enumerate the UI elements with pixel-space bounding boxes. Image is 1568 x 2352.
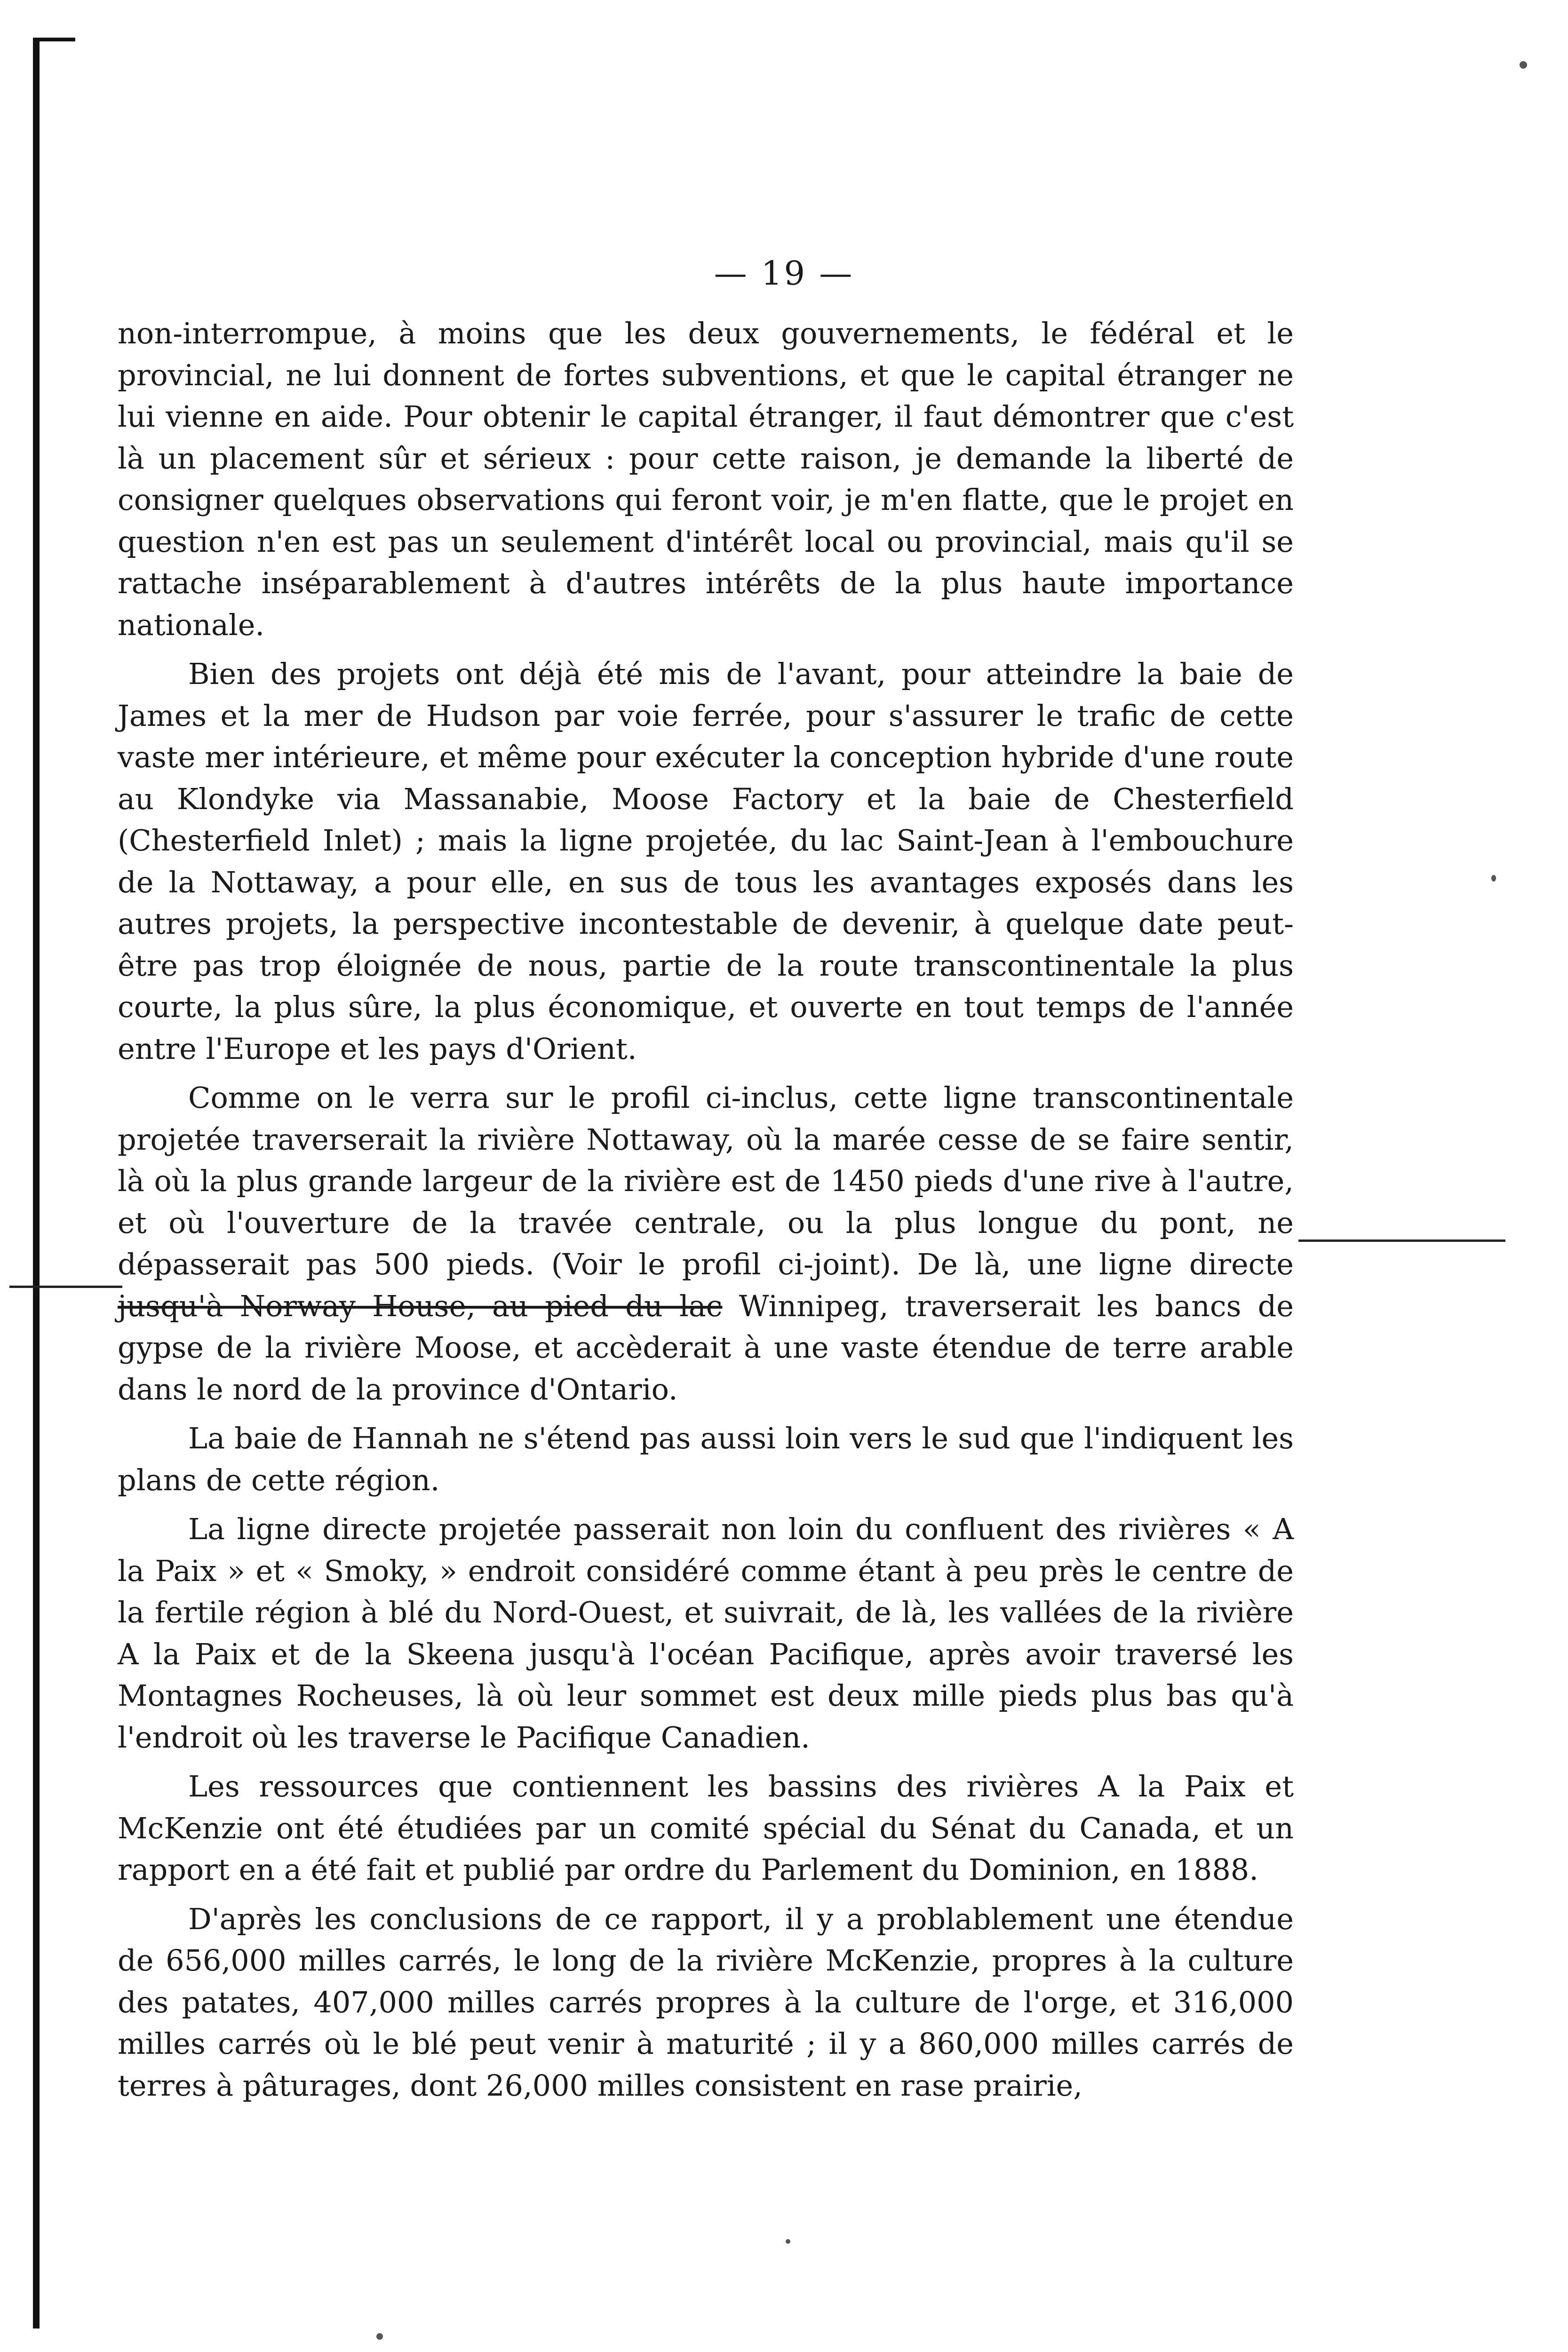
paragraph-3-before: Comme on le verra sur le profil ci-inclus, cette ligne transcontinentale projetée traverserait la rivière Nottaway, où la marée cesse de se faire sentir, là où la plus grande largeur de la rivière est de 1450 pieds d'une rive à l'autre, et où l'ouverture de la travée centrale, ou la plus longue du pont, ne dépasserait pas 500 pieds. (Voir le profil ci-joint). De là, une ligne directe: [118, 1081, 1294, 1281]
paragraph-3: [118, 1077, 1294, 1410]
ink-speck: [786, 2239, 790, 2244]
margin-rule-right: [1298, 1240, 1505, 1242]
paragraph-1: non-interrompue, à moins que les deux gouvernements, le fédéral et le provincial, ne lui donnent de fortes subventions, et que le capital étranger ne lui vienne en aide. Pour obtenir le capital étranger, il faut démontrer que c'est là un placement sûr et sérieux : pour cette raison, je demande la liberté de consigner quelques observations qui feront voir, je m'en flatte, que le projet en question n'en est pas un seulement d'intérêt local ou provincial, mais qu'il se rattache inséparablement à d'autres intérêts de la plus haute importance nationale.: [118, 316, 1294, 642]
ink-speck: [376, 2333, 383, 2340]
page-binding-edge: [33, 38, 40, 2328]
page-body: [118, 313, 1294, 2114]
page-binding-corner: [33, 38, 75, 41]
struck-text: jusqu'à Norway House, au pied du lac: [118, 1288, 723, 1323]
paragraph-3-after: Winnipeg, traverserait les bancs de gypse de la rivière Moose, et accèderait à une vaste étendue de terre arable dans le nord de la province d'Ontario.: [118, 1288, 1294, 1406]
paragraph-6: Les ressources que contiennent les bassins des rivières A la Paix et McKenzie ont été étudiées par un comité spécial du Sénat du Canada, et un rapport en a été fait et publié par ordre du Parlement du Dominion, en 1888.: [118, 1769, 1294, 1887]
ink-speck: [1491, 875, 1496, 882]
paragraph-4: La baie de Hannah ne s'étend pas aussi loin vers le sud que l'indiquent les plans de cette région.: [118, 1421, 1294, 1497]
paragraph-5: La ligne directe projetée passerait non loin du confluent des rivières « A la Paix » et « Smoky, » endroit considéré comme étant à peu près le centre de la fertile région à blé du Nord-Ouest, et suivrait, de là, les vallées de la rivière A la Paix et de la Skeena jusqu'à l'océan Pacifique, après avoir traversé les Montagnes Rocheuses, là où leur sommet est deux mille pieds plus bas qu'à l'endroit où les traverse le Pacifique Canadien.: [118, 1512, 1294, 1755]
margin-rule-left: [9, 1286, 122, 1288]
paragraph-7: D'après les conclusions de ce rapport, il y a problablement une étendue de 656,000 milles carrés, le long de la rivière McKenzie, propres à la culture des patates, 407,000 milles carrés propres à la culture de l'orge, et 316,000 milles carrés où le blé peut venir à maturité ; il y a 860,000 milles carrés de terres à pâturages, dont 26,000 milles consistent en rase prairie,: [118, 1901, 1294, 2103]
paragraph-2: Bien des projets ont déjà été mis de l'avant, pour atteindre la baie de James et la mer de Hudson par voie ferrée, pour s'assurer le trafic de cette vaste mer intérieure, et même pour exécuter la conception hybride d'une route au Klondyke via Massanabie, Moose Factory et la baie de Chesterfield (Chesterfield Inlet) ; mais la ligne projetée, du lac Saint-Jean à l'embouchure de la Nottaway, a pour elle, en sus de tous les avantages exposés dans les autres projets, la perspective incontestable de devenir, à quelque date peut-être pas trop éloignée de nous, partie de la route transcontinentale la plus courte, la plus sûre, la plus économique, et ouverte en tout temps de l'année entre l'Europe et les pays d'Orient.: [118, 657, 1294, 1066]
ink-speck: [1520, 61, 1527, 69]
page-number: — 19 —: [714, 254, 854, 293]
